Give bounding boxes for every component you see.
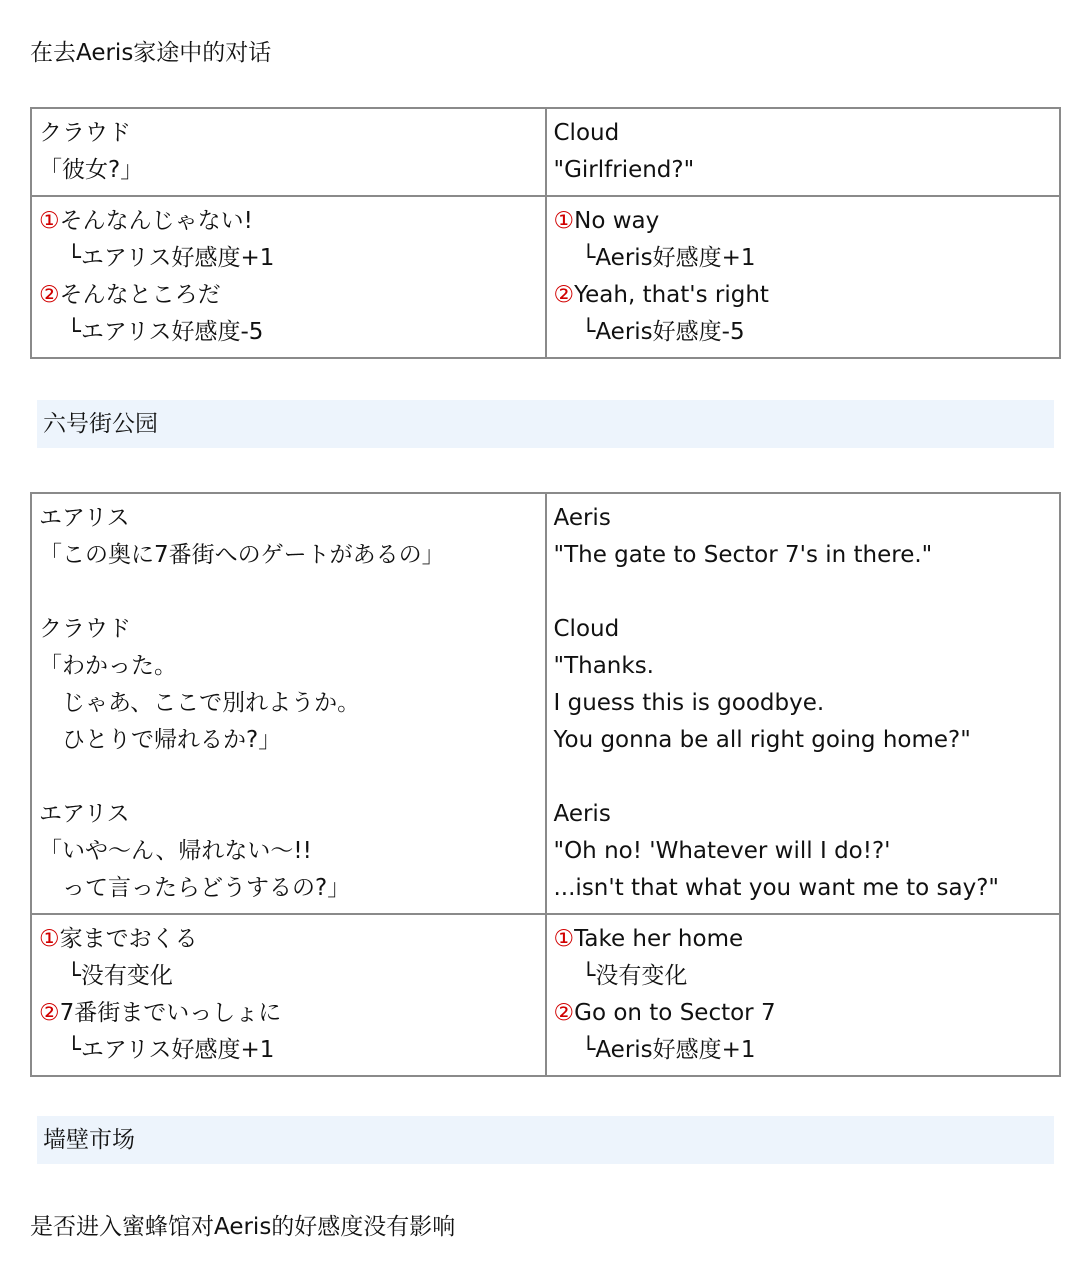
speaker-name: Cloud (553, 120, 620, 146)
jp-cell (31, 108, 546, 196)
choice-1 (554, 921, 1054, 958)
intro-text: 在去Aeris家途中的对话 (30, 40, 272, 66)
jp-cell (31, 493, 546, 914)
choice-text: そんなところだ (59, 282, 221, 308)
dialogue-line: 「彼女?」 (39, 157, 144, 183)
choice-text: そんなんじゃない! (59, 208, 253, 234)
choice-effect: └エアリス好感度+1 (67, 245, 275, 271)
section-heading-sector6-park: 六号街公园 (37, 400, 1054, 448)
choice-2 (39, 995, 539, 1032)
dialogue-line: じゃあ、ここで別れようか。 (39, 690, 361, 716)
choice-number: ② (39, 282, 60, 308)
choice-effect: └Aeris好感度+1 (581, 245, 756, 271)
outro-text: 是否进入蜜蜂馆对Aeris的好感度没有影响 (30, 1214, 456, 1240)
dialogue-line: I guess this is goodbye. (553, 690, 825, 716)
blank-line (554, 574, 1054, 611)
choice-effect: └Aeris好感度+1 (581, 1037, 756, 1063)
dialogue-table-1 (30, 107, 1061, 359)
choice-number: ① (553, 208, 575, 234)
choice-number: ① (553, 926, 575, 952)
en-choices-cell (546, 196, 1061, 358)
choice-text: No way (574, 208, 660, 234)
speaker-name: Aeris (553, 801, 611, 827)
choice-2 (554, 995, 1054, 1032)
dialogue-table-2 (30, 492, 1061, 1077)
choice-effect: └Aeris好感度-5 (581, 319, 745, 345)
choice-number: ② (553, 282, 575, 308)
en-cell (546, 493, 1061, 914)
en-cell (546, 108, 1061, 196)
choice-2 (554, 277, 1054, 314)
dialogue-line: "Oh no! 'Whatever will I do!?' (553, 838, 891, 864)
table-row (31, 914, 1060, 1076)
choice-1 (39, 921, 539, 958)
choice-text: Yeah, that's right (574, 282, 769, 308)
table-row (31, 196, 1060, 358)
jp-choices-cell (31, 196, 546, 358)
choice-text: 家までおくる (59, 926, 198, 952)
choice-effect: └没有变化 (581, 963, 688, 989)
dialogue-line: You gonna be all right going home?" (553, 727, 971, 753)
en-choices-cell (546, 914, 1061, 1076)
blank-line (39, 574, 539, 611)
choice-text: 7番街までいっしょに (59, 1000, 282, 1026)
dialogue-line: ひとりで帰れるか?」 (39, 727, 282, 753)
dialogue-line: って言ったらどうするの?」 (39, 875, 351, 901)
section-heading-wall-market: 墙壁市场 (37, 1116, 1054, 1164)
choice-2 (39, 277, 539, 314)
jp-choices-cell (31, 914, 546, 1076)
choice-number: ② (553, 1000, 575, 1026)
speaker-name: Aeris (553, 505, 611, 531)
choice-number: ① (39, 208, 60, 234)
choice-1 (39, 203, 539, 240)
choice-1 (554, 203, 1054, 240)
dialogue-line: 「この奥に7番街へのゲートがあるの」 (39, 542, 445, 568)
speaker-name: クラウド (39, 120, 131, 146)
speaker-name: エアリス (39, 505, 130, 531)
speaker-name: クラウド (39, 616, 131, 642)
dialogue-line: "Thanks. (553, 653, 654, 679)
dialogue-line: 「いや～ん、帰れない～!! (39, 838, 312, 864)
dialogue-line: 「わかった。 (39, 653, 177, 679)
choice-effect: └エアリス好感度+1 (67, 1037, 275, 1063)
choice-effect: └没有变化 (67, 963, 173, 989)
blank-line (554, 759, 1054, 796)
speaker-name: Cloud (553, 616, 620, 642)
table-row (31, 493, 1060, 914)
dialogue-line: ...isn't that what you want me to say?" (553, 875, 999, 901)
speaker-name: エアリス (39, 801, 130, 827)
choice-number: ① (39, 926, 60, 952)
blank-line (39, 759, 539, 796)
choice-text: Take her home (574, 926, 744, 952)
choice-number: ② (39, 1000, 60, 1026)
dialogue-line: "The gate to Sector 7's in there." (553, 542, 933, 568)
choice-effect: └エアリス好感度-5 (67, 319, 264, 345)
dialogue-line: "Girlfriend?" (553, 157, 695, 183)
choice-text: Go on to Sector 7 (574, 1000, 776, 1026)
table-row (31, 108, 1060, 196)
